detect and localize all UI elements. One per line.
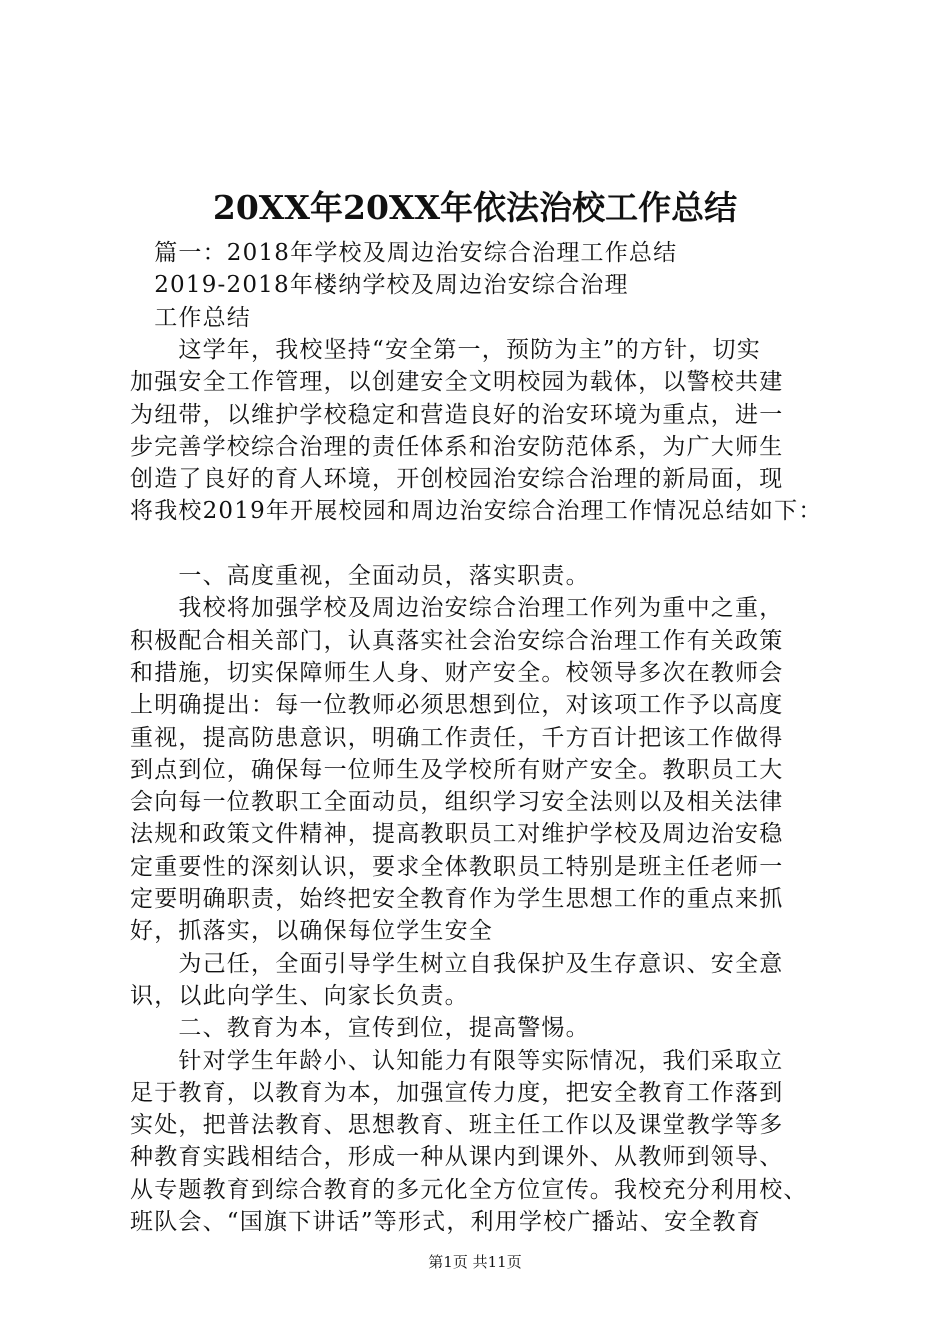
page-footer: 第1页 共11页 — [428, 1253, 522, 1271]
body-line: 为己任，全面引导学生树立自我保护及生存意识、安全意 — [130, 950, 784, 977]
body-line: 步完善学校综合治理的责任体系和治安防范体系，为广大师生 — [130, 433, 784, 460]
body-line: 积极配合相关部门，认真落实社会治安综合治理工作有关政策 — [130, 627, 784, 654]
body-line: 足于教育，以教育为本，加强宣传力度，把安全教育工作落到 — [130, 1079, 784, 1106]
body-line: 实处，把普法教育、思想教育、班主任工作以及课堂教学等多 — [130, 1112, 784, 1139]
body-line: 我校将加强学校及周边治安综合治理工作列为重中之重， — [130, 595, 784, 622]
body-line: 重视，提高防患意识，明确工作责任，千方百计把该工作做得 — [130, 724, 784, 751]
document-title: 20XX年20XX年依法治校工作总结 — [212, 188, 738, 227]
body-line: 从专题教育到综合教育的多元化全方位宣传。我校充分利用校、 — [130, 1176, 808, 1203]
body-line: 法规和政策文件精神，提高教职员工对维护学校及周边治安稳 — [130, 821, 784, 848]
body-line: 一、高度重视，全面动员，落实职责。 — [130, 563, 590, 589]
body-line: 种教育实践相结合，形成一种从课内到课外、从教师到领导、 — [130, 1144, 784, 1171]
body-line: 将我校2019年开展校园和周边治安综合治理工作情况总结如下： — [130, 498, 823, 525]
body-line: 到点到位，确保每一位师生及学校所有财产安全。教职员工大 — [130, 756, 784, 783]
body-line: 识，以此向学生、向家长负责。 — [130, 982, 469, 1009]
body-line: 这学年，我校坚持“安全第一，预防为主”的方针，切实 — [130, 336, 761, 363]
body-line: 班队会、“国旗下讲话”等形式，利用学校广播站、安全教育 — [130, 1209, 761, 1235]
body-line: 会向每一位教职工全面动员，组织学习安全法则以及相关法律 — [130, 789, 784, 816]
body-line: 和措施，切实保障师生人身、财产安全。校领导多次在教师会 — [130, 659, 784, 686]
body-line: 工作总结 — [130, 304, 251, 331]
body-line: 篇一：2018年学校及周边治安综合治理工作总结 — [130, 240, 678, 266]
body-line: 2019-2018年楼纳学校及周边治安综合治理 — [130, 272, 629, 299]
body-line: 好，抓落实，以确保每位学生安全 — [130, 918, 493, 945]
body-line: 加强安全工作管理，以创建安全文明校园为载体，以警校共建 — [130, 369, 784, 396]
body-line: 针对学生年龄小、认知能力有限等实际情况，我们采取立 — [130, 1047, 784, 1074]
body-line: 定重要性的深刻认识，要求全体教职员工特别是班主任老师一 — [130, 853, 784, 880]
body-line: 创造了良好的育人环境，开创校园治安综合治理的新局面，现 — [130, 466, 784, 493]
body-line: 上明确提出：每一位教师必须思想到位，对该项工作予以高度 — [130, 692, 784, 719]
body-line: 定要明确职责，始终把安全教育作为学生思想工作的重点来抓 — [130, 886, 784, 912]
body-line: 二、教育为本，宣传到位，提高警惕。 — [130, 1015, 590, 1042]
body-line: 为纽带，以维护学校稳定和营造良好的治安环境为重点，进一 — [130, 401, 784, 428]
